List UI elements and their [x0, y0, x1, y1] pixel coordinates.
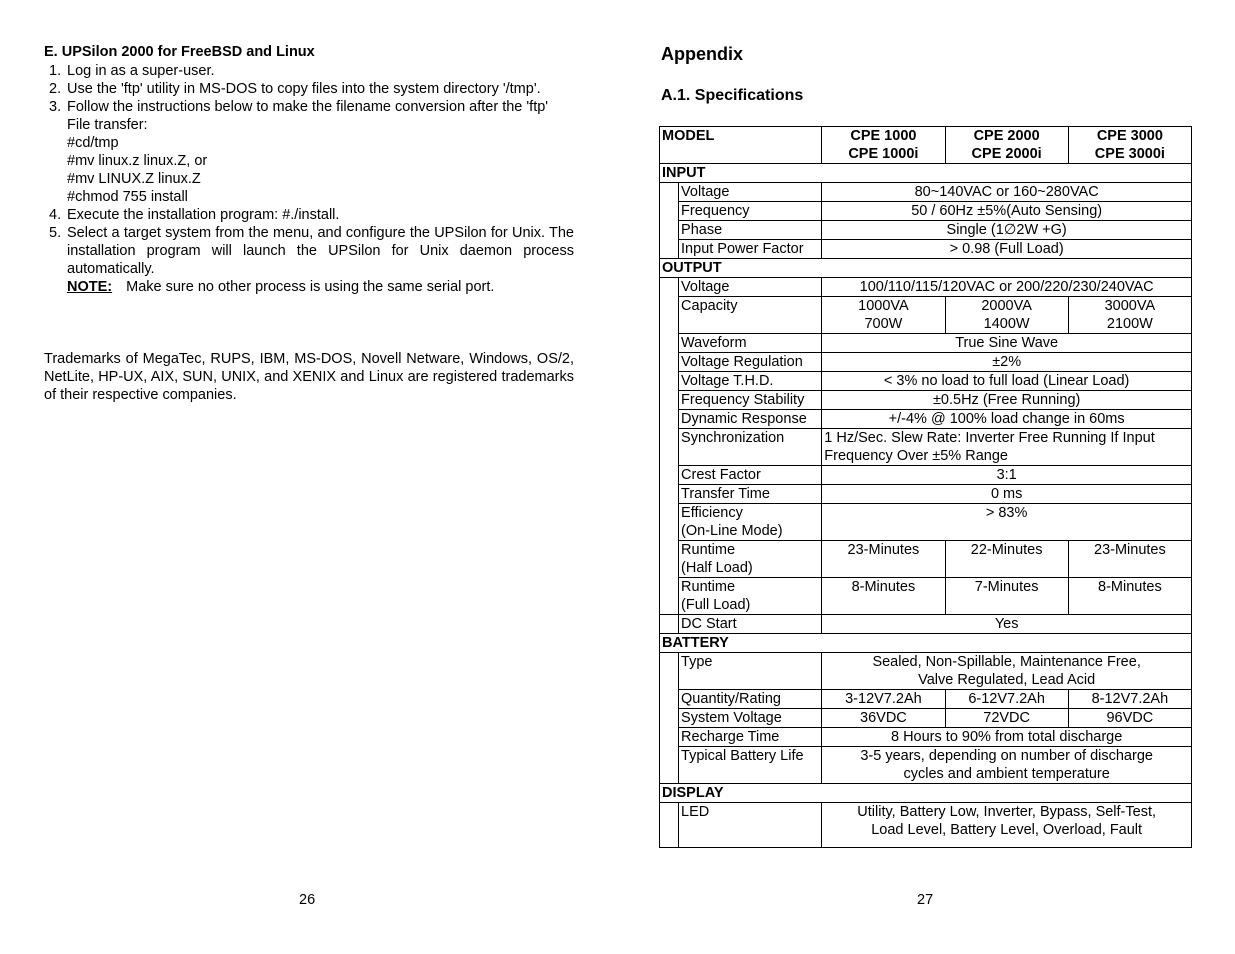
list-item: 4. Execute the installation program: #./install. — [49, 207, 340, 223]
list-item: 2. Use the 'ftp' utility in MS-DOS to copy files into the system directory '/tmp'. — [49, 81, 541, 97]
section-header-output: OUTPUT — [660, 259, 1192, 278]
appendix-title: Appendix — [661, 44, 744, 64]
list-item: 3. Follow the instructions below to make the filename conversion after the 'ftp' — [49, 99, 549, 115]
list-item: 5. Select a target system from the menu, and configure the UPSilon for Unix. The installation program will launch the UPSilon for Unix daemon process automatically. — [49, 225, 574, 277]
file-transfer-block — [44, 116, 574, 206]
code-line: #chmod 755 install — [67, 189, 188, 205]
table-row: Typical Battery Life 3-5 years, depending on number of discharge cycles and ambient temperature — [660, 747, 1192, 784]
table-row — [660, 634, 1192, 653]
table-row: Runtime (Full Load) 8-Minutes 7-Minutes 8-Minutes — [660, 578, 1192, 615]
spec-table — [659, 126, 1192, 848]
table-row: System Voltage 36VDC 72VDC 96VDC — [660, 709, 1192, 728]
table-row: Voltage 80~140VAC or 160~280VAC — [660, 183, 1192, 202]
table-row: Voltage 100/110/115/120VAC or 200/220/230/240VAC — [660, 278, 1192, 297]
page-number: 27 — [917, 892, 934, 908]
table-row — [660, 164, 1192, 183]
right-page — [617, 0, 1235, 954]
table-row: Voltage Regulation ±2% — [660, 353, 1192, 372]
table-row: LED Utility, Battery Low, Inverter, Bypass, Self-Test, Load Level, Battery Level, Overload, Fault — [660, 803, 1192, 848]
code-line: File transfer: — [67, 117, 148, 133]
table-row: Waveform True Sine Wave — [660, 334, 1192, 353]
model-column: CPE 1000 CPE 1000i — [822, 127, 945, 164]
code-line: #mv LINUX.Z linux.Z — [67, 171, 201, 187]
spec-title: A.1. Specifications — [661, 87, 804, 104]
table-row: Frequency Stability ±0.5Hz (Free Running) — [660, 391, 1192, 410]
section-header-battery: BATTERY — [660, 634, 1192, 653]
table-row: Synchronization 1 Hz/Sec. Slew Rate: Inverter Free Running If Input Frequency Over ±5% Range — [660, 429, 1192, 466]
table-row: Transfer Time 0 ms — [660, 485, 1192, 504]
table-row: Frequency 50 / 60Hz ±5%(Auto Sensing) — [660, 202, 1192, 221]
code-line: #mv linux.z linux.Z, or — [67, 153, 208, 169]
section-title: E. UPSilon 2000 for FreeBSD and Linux — [44, 44, 315, 60]
install-steps — [44, 62, 574, 296]
list-item: 1. Log in as a super-user. — [49, 63, 215, 79]
table-row: Quantity/Rating 3-12V7.2Ah 6-12V7.2Ah 8-12V7.2Ah — [660, 690, 1192, 709]
table-row: Dynamic Response +/-4% @ 100% load change in 60ms — [660, 410, 1192, 429]
table-row: Phase Single (1∅2W +G) — [660, 221, 1192, 240]
model-header: MODEL — [660, 127, 822, 164]
note — [44, 278, 574, 296]
note-text: Make sure no other process is using the same serial port. — [126, 279, 495, 295]
table-row: Input Power Factor > 0.98 (Full Load) — [660, 240, 1192, 259]
table-row: Type Sealed, Non-Spillable, Maintenance Free, Valve Regulated, Lead Acid — [660, 653, 1192, 690]
model-column: CPE 2000 CPE 2000i — [945, 127, 1068, 164]
table-row — [660, 127, 1192, 164]
table-row: Efficiency (On-Line Mode) > 83% — [660, 504, 1192, 541]
table-row — [660, 784, 1192, 803]
trademarks-paragraph: Trademarks of MegaTec, RUPS, IBM, MS-DOS, Novell Netware, Windows, OS/2, NetLite, HP-UX, AIX, SUN, UNIX, and XENIX and Linux are registered trademarks of their respective companies. — [44, 351, 574, 403]
table-row: Capacity 1000VA 700W 2000VA 1400W 3000VA 2100W — [660, 297, 1192, 334]
model-column: CPE 3000 CPE 3000i — [1068, 127, 1191, 164]
table-row: DC Start Yes — [660, 615, 1192, 634]
note-label: NOTE: — [67, 279, 113, 295]
table-row: Crest Factor 3:1 — [660, 466, 1192, 485]
section-header-input: INPUT — [660, 164, 1192, 183]
table-row: Runtime (Half Load) 23-Minutes 22-Minutes 23-Minutes — [660, 541, 1192, 578]
left-page — [0, 0, 617, 954]
table-row — [660, 259, 1192, 278]
table-row: Recharge Time 8 Hours to 90% from total discharge — [660, 728, 1192, 747]
section-header-display: DISPLAY — [660, 784, 1192, 803]
code-line: #cd/tmp — [67, 135, 119, 151]
table-row: Voltage T.H.D. < 3% no load to full load (Linear Load) — [660, 372, 1192, 391]
page-number: 26 — [299, 892, 316, 908]
